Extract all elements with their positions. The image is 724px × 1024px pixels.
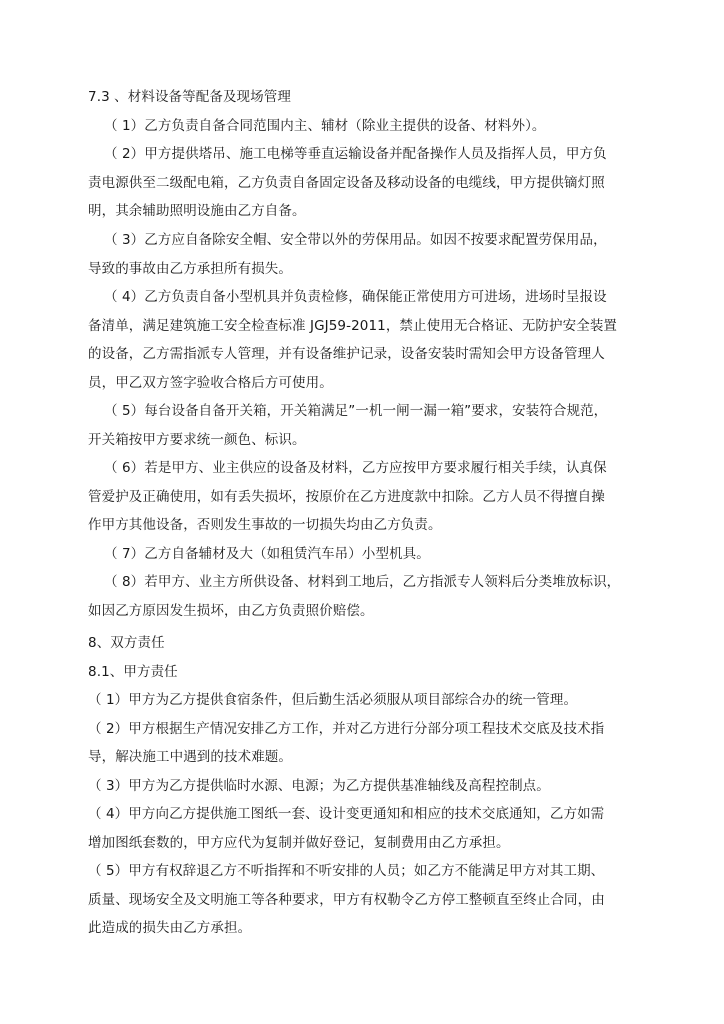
- item-7-3-5-line-1: （ 5）每台设备自备开关箱，开关箱满足”一机一闸一漏一箱”要求，安装符合规范，: [104, 403, 608, 419]
- item-7-3-4-line-3: 的设备，乙方需指派专人管理，并有设备维护记录，设备安装时需知会甲方设备管理人: [88, 346, 605, 362]
- item-7-3-4-line-4: 员，甲乙双方签字验收合格后方可使用。: [88, 375, 333, 391]
- item-8-1-5-line-3: 此造成的损失由乙方承担。: [88, 920, 252, 936]
- item-7-3-6-line-2: 管爱护及正确使用，如有丢失损坏，按原价在乙方进度款中扣除。乙方人员不得擅自操: [88, 489, 605, 505]
- item-7-3-2-line-2: 责电源供至二级配电箱，乙方负责自备固定设备及移动设备的电缆线，甲方提供镝灯照: [88, 175, 605, 191]
- item-7-3-5-line-2: 开关箱按甲方要求统一颜色、标识。: [88, 432, 306, 448]
- item-8-1-3-line-1: （ 3）甲方为乙方提供临时水源、电源；为乙方提供基准轴线及高程控制点。: [88, 778, 550, 794]
- section-7-3-heading: 7.3 、材料设备等配备及现场管理: [88, 89, 291, 105]
- section-8-heading: 8、双方责任: [88, 635, 165, 651]
- item-7-3-3-line-2: 导致的事故由乙方承担所有损失。: [88, 261, 292, 277]
- item-7-3-2-line-1: （ 2）甲方提供塔吊、施工电梯等垂直运输设备并配备操作人员及指挥人员，甲方负: [104, 146, 607, 162]
- section-8-1-heading: 8.1、甲方责任: [88, 664, 178, 680]
- item-7-3-4-line-1: （ 4）乙方负责自备小型机具并负责检修，确保能正常使用方可进场，进场时呈报设: [104, 289, 607, 305]
- item-8-1-5-line-2: 质量、现场安全及文明施工等各种要求，甲方有权勒令乙方停工整顿直至终止合同，由: [88, 892, 605, 908]
- item-7-3-6-line-3: 作甲方其他设备，否则发生事故的一切损失均由乙方负责。: [88, 517, 442, 533]
- item-7-3-2-line-3: 明，其余辅助照明设施由乙方自备。: [88, 203, 306, 219]
- item-7-3-7-line-1: （ 7）乙方自备辅材及大（如租赁汽车吊）小型机具。: [104, 546, 430, 562]
- item-7-3-3-line-1: （ 3）乙方应自备除安全帽、安全带以外的劳保用品。如因不按要求配置劳保用品，: [104, 232, 607, 248]
- item-7-3-1-line-1: （ 1）乙方负责自备合同范围内主、辅材（除业主提供的设备、材料外）。: [104, 118, 546, 134]
- item-8-1-4-line-2: 增加图纸套数的，甲方应代为复制并做好登记，复制费用由乙方承担。: [88, 835, 510, 851]
- item-8-1-4-line-1: （ 4）甲方向乙方提供施工图纸一套、设计变更通知和相应的技术交底通知，乙方如需: [88, 806, 605, 822]
- item-8-1-1-line-1: （ 1）甲方为乙方提供食宿条件，但后勤生活必须服从项目部综合办的统一管理。: [88, 692, 578, 708]
- item-7-3-4-line-2: 备清单，满足建筑施工安全检查标准 JGJ59-2011，禁止使用无合格证、无防护安全装置: [88, 318, 618, 334]
- item-8-1-2-line-2: 导，解决施工中遇到的技术难题。: [88, 749, 292, 765]
- item-7-3-6-line-1: （ 6）若是甲方、业主供应的设备及材料，乙方应按甲方要求履行相关手续，认真保: [104, 460, 607, 476]
- item-8-1-2-line-1: （ 2）甲方根据生产情况安排乙方工作，并对乙方进行分部分项工程技术交底及技术指: [88, 721, 605, 737]
- item-7-3-8-line-1: （ 8）若甲方、业主方所供设备、材料到工地后，乙方指派专人领料后分类堆放标识，: [104, 574, 621, 590]
- item-8-1-5-line-1: （ 5）甲方有权辞退乙方不听指挥和不听安排的人员；如乙方不能满足甲方对其工期、: [88, 863, 605, 879]
- item-7-3-8-line-2: 如因乙方原因发生损坏，由乙方负责照价赔偿。: [88, 603, 374, 619]
